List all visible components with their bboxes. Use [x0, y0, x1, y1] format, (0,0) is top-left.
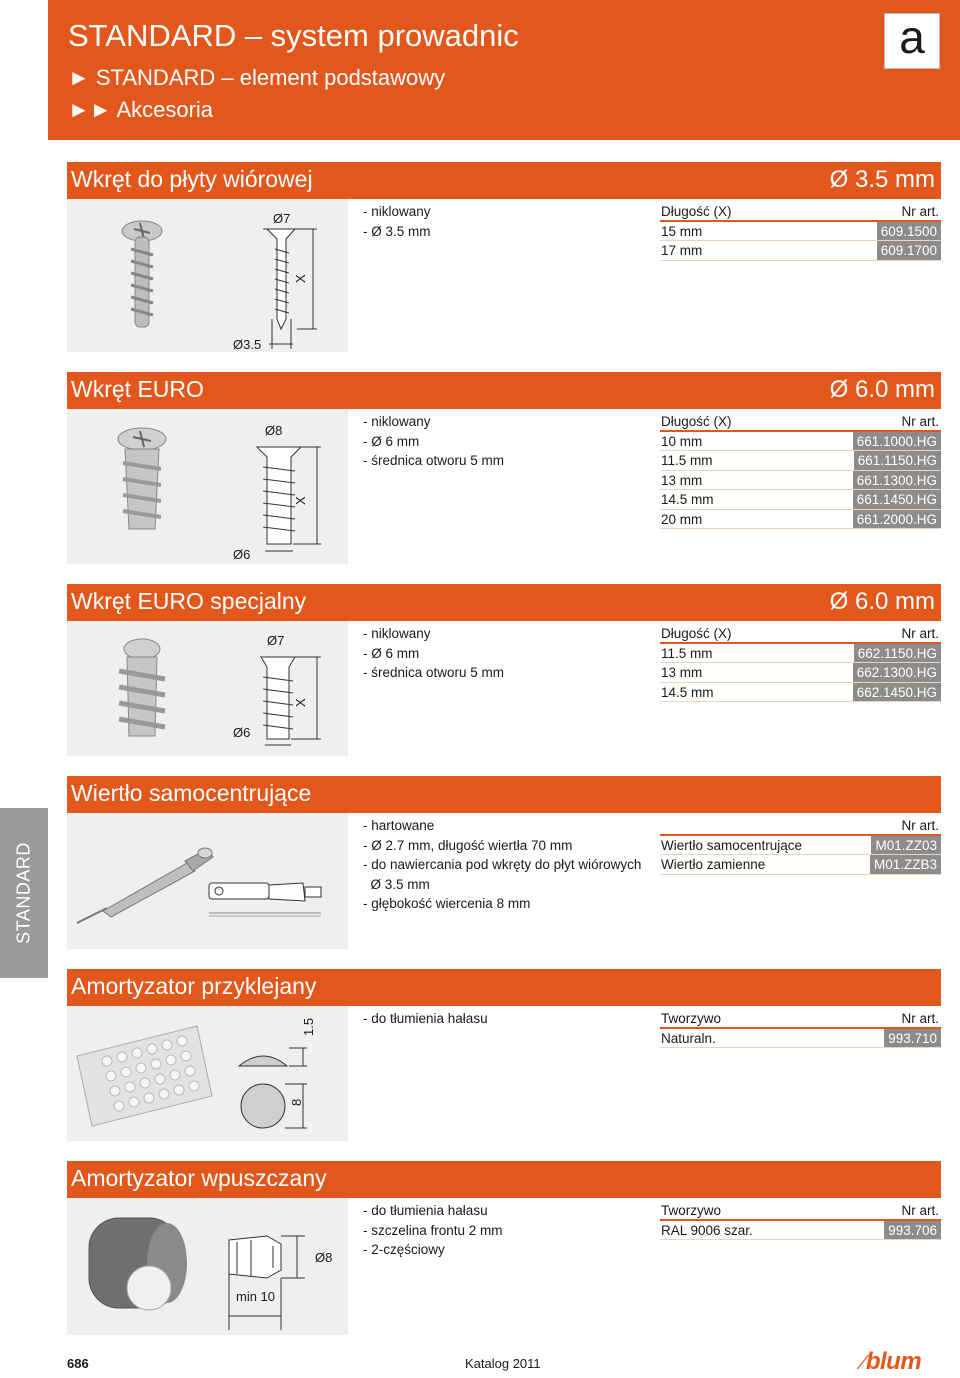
- spec-item: - średnica otworu 5 mm: [363, 453, 505, 468]
- article-table: [660, 624, 941, 702]
- chipboard-screw-drawing: [67, 199, 348, 352]
- table-cell: 11.5 mm: [661, 645, 713, 661]
- table-cell: Wiertło samocentrujące: [661, 837, 803, 853]
- column-header: Nr art.: [901, 818, 939, 833]
- spec-list: [363, 1201, 503, 1260]
- dim-length-x: X: [293, 698, 308, 707]
- side-tab-label: STANDARD: [13, 842, 34, 944]
- dim-height: 1.5: [301, 1017, 316, 1036]
- article-table: [660, 816, 941, 875]
- screw-photo-icon: [122, 221, 162, 327]
- table-row: [660, 432, 941, 452]
- spec-item: - niklowany: [363, 414, 431, 429]
- page-number: 686: [67, 1356, 89, 1371]
- spec-item: - 2-częściowy: [363, 1242, 445, 1257]
- column-header: Nr art.: [901, 414, 939, 429]
- drill-outline-drawing: [209, 883, 321, 916]
- table-cell: RAL 9006 szar.: [661, 1222, 753, 1238]
- subtitle-level1: ► STANDARD – element podstawowy: [68, 65, 446, 90]
- spec-list: [363, 624, 504, 683]
- screw-photo-icon: [118, 428, 166, 529]
- euro-special-screw-drawing: [67, 621, 348, 756]
- column-header: Nr art.: [901, 626, 939, 641]
- product-section: [67, 372, 941, 564]
- blum-logo-icon: ⁄: [862, 1352, 865, 1374]
- column-header: Nr art.: [901, 1011, 939, 1026]
- article-number: 661.1300.HG: [853, 471, 941, 490]
- article-number: 661.1450.HG: [853, 490, 941, 509]
- spec-item: - hartowane: [363, 818, 435, 833]
- article-number: 662.1450.HG: [853, 683, 941, 702]
- table-header-row: [660, 1009, 941, 1029]
- product-image: [67, 199, 348, 352]
- spec-item: - Ø 2.7 mm, długość wiertła 70 mm: [363, 837, 573, 853]
- spec-item: - szczelina frontu 2 mm: [363, 1222, 503, 1238]
- article-table: [660, 1201, 941, 1240]
- dim-width: 8: [289, 1098, 304, 1106]
- column-header: Nr art.: [901, 204, 939, 219]
- spec-list: [363, 202, 431, 241]
- article-table: [660, 202, 941, 261]
- table-cell: 11.5 mm: [661, 453, 713, 468]
- table-row: [660, 1221, 941, 1241]
- article-number: 662.1150.HG: [854, 644, 941, 663]
- article-number: 993.706: [884, 1221, 941, 1240]
- dim-diameter-bottom: Ø6: [233, 547, 251, 562]
- table-row: [660, 1029, 941, 1049]
- spec-item: - Ø 6 mm: [363, 645, 420, 661]
- table-cell: 13 mm: [661, 665, 703, 680]
- product-section: [67, 584, 941, 756]
- article-number: 609.1500: [877, 222, 941, 241]
- article-number: M01.ZZ03: [871, 836, 941, 855]
- section-title: Wkręt do płyty wiórowej: [71, 166, 313, 192]
- spec-item: - do tłumienia hałasu: [363, 1203, 488, 1218]
- bumper-photo-icon: [89, 1218, 187, 1310]
- section-title: Wkręt EURO: [71, 376, 204, 402]
- product-image: [67, 813, 348, 949]
- spec-item: - średnica otworu 5 mm: [363, 665, 505, 680]
- article-table: [660, 412, 941, 529]
- table-cell: 20 mm: [661, 511, 703, 527]
- column-header: Długość (X): [661, 414, 732, 429]
- section-title: Wiertło samocentrujące: [71, 780, 312, 806]
- side-tab: [0, 808, 48, 978]
- screw-dimension-drawing: [261, 657, 321, 745]
- spec-item: Ø 3.5 mm: [363, 876, 430, 892]
- article-table: [660, 1009, 941, 1048]
- brand-logo: [862, 1348, 921, 1376]
- article-number: M01.ZZB3: [870, 855, 941, 874]
- subtitle-level2: ►► Akcesoria: [68, 97, 214, 122]
- section-title: Amortyzator przyklejany: [71, 973, 317, 999]
- table-row: [660, 836, 941, 856]
- table-header-row: [660, 624, 941, 644]
- product-image: [67, 1198, 348, 1335]
- table-row: [660, 241, 941, 261]
- page-header: [48, 0, 960, 140]
- bumper-dimension-drawing: [239, 1048, 307, 1128]
- dim-diameter-bottom: Ø6: [233, 725, 251, 740]
- table-row: [660, 510, 941, 530]
- table-cell: 14.5 mm: [661, 492, 714, 507]
- insert-bumper-drawing: [67, 1198, 348, 1335]
- article-number: 662.1300.HG: [853, 663, 941, 682]
- table-header-row: [660, 202, 941, 222]
- article-number: 609.1700: [877, 241, 941, 260]
- article-number: 661.1150.HG: [854, 451, 941, 470]
- bumper-dimension-drawing: [229, 1236, 305, 1330]
- product-image: [67, 1006, 348, 1141]
- product-section: [67, 969, 941, 1141]
- drill-bit-drawing: [67, 813, 348, 949]
- table-row: [660, 644, 941, 664]
- section-title: Amortyzator wpuszczany: [71, 1165, 327, 1191]
- brand-logo-text: blum: [865, 1348, 922, 1375]
- spec-item: - głębokość wiercenia 8 mm: [363, 896, 531, 911]
- column-header: Tworzywo: [661, 1203, 722, 1218]
- table-row: [660, 490, 941, 510]
- product-section: [67, 1161, 941, 1335]
- screw-dimension-drawing: [263, 229, 317, 349]
- spec-list: [363, 1009, 488, 1029]
- table-cell: Wiertło zamienne: [661, 857, 766, 872]
- dim-diameter-top: Ø7: [273, 211, 291, 226]
- table-cell: Naturaln.: [661, 1030, 716, 1046]
- column-header: Długość (X): [661, 626, 732, 641]
- table-row: [660, 451, 941, 471]
- table-cell: 14.5 mm: [661, 684, 714, 700]
- table-row: [660, 663, 941, 683]
- spec-list: [363, 412, 504, 471]
- table-cell: 10 mm: [661, 433, 703, 449]
- article-number: 661.2000.HG: [853, 510, 941, 529]
- spec-item: - Ø 6 mm: [363, 433, 420, 449]
- dim-length-x: X: [293, 496, 308, 505]
- product-section: [67, 162, 941, 352]
- column-header: Nr art.: [901, 1203, 939, 1218]
- spec-list: [363, 816, 641, 914]
- dim-length-x: X: [293, 274, 308, 283]
- article-number: 993.710: [884, 1029, 941, 1048]
- dim-diameter-bottom: Ø3.5: [233, 337, 262, 352]
- table-cell: 13 mm: [661, 472, 703, 488]
- section-badge: a: [884, 13, 940, 69]
- screw-photo-icon: [119, 639, 165, 736]
- section-title: Wkręt EURO specjalny: [71, 588, 307, 614]
- dim-min-depth: min 10: [236, 1289, 276, 1304]
- dim-diameter-top: Ø8: [265, 423, 283, 438]
- adhesive-bumper-drawing: [67, 1006, 348, 1141]
- product-image: [67, 409, 348, 564]
- table-header-row: [660, 1201, 941, 1221]
- dim-diameter: Ø8: [315, 1250, 333, 1265]
- euro-screw-drawing: [67, 409, 348, 564]
- table-cell: 15 mm: [661, 223, 703, 239]
- table-row: [660, 683, 941, 703]
- dim-diameter-top: Ø7: [267, 633, 285, 648]
- bumper-sheet-icon: [77, 1026, 212, 1126]
- spec-item: - niklowany: [363, 626, 431, 641]
- drill-photo-icon: [77, 848, 213, 923]
- table-row: [660, 222, 941, 242]
- product-image: [67, 621, 348, 756]
- column-header: Długość (X): [661, 204, 732, 219]
- screw-dimension-drawing: [257, 447, 321, 551]
- section-diameter: Ø 6.0 mm: [829, 588, 935, 615]
- section-diameter: Ø 6.0 mm: [829, 376, 935, 403]
- page-title: STANDARD – system prowadnic: [68, 18, 519, 53]
- spec-item: - niklowany: [363, 204, 431, 219]
- section-diameter: Ø 3.5 mm: [829, 166, 935, 193]
- spec-item: - do nawiercania pod wkręty do płyt wiórowych: [363, 857, 642, 872]
- article-number: 661.1000.HG: [853, 432, 941, 451]
- table-cell: 17 mm: [661, 243, 703, 258]
- spec-item: - do tłumienia hałasu: [363, 1011, 488, 1026]
- catalog-label: Katalog 2011: [465, 1356, 541, 1371]
- column-header: Tworzywo: [661, 1011, 722, 1026]
- table-row: [660, 471, 941, 491]
- spec-item: - Ø 3.5 mm: [363, 223, 431, 239]
- table-header-row: [660, 816, 941, 836]
- table-header-row: [660, 412, 941, 432]
- table-row: [660, 855, 941, 875]
- product-section: [67, 776, 941, 949]
